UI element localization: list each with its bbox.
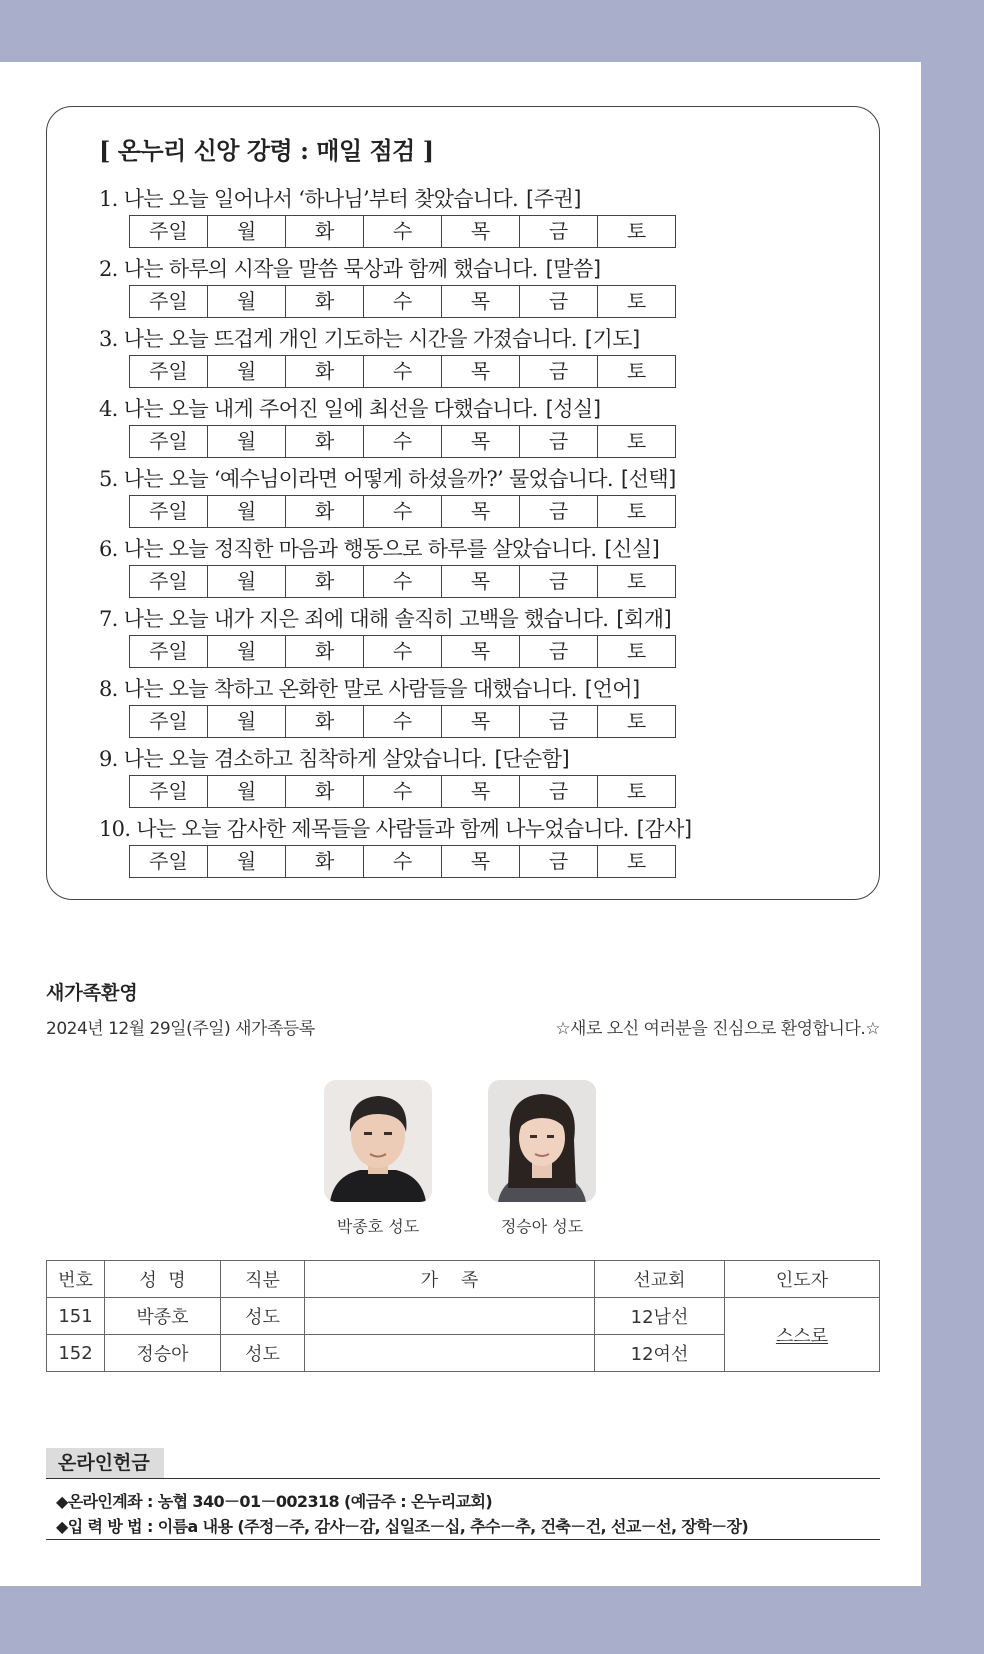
- weekday-cell[interactable]: 주일: [149, 639, 188, 663]
- weekday-cell[interactable]: 주일: [149, 569, 188, 593]
- statement-tag: [주권]: [526, 187, 581, 211]
- weekday-cell[interactable]: 주일: [149, 359, 188, 383]
- checklist-item: [99, 465, 859, 535]
- welcome-title: 새가족환영: [46, 982, 138, 1004]
- weekday-cell[interactable]: 화: [285, 356, 363, 387]
- checklist-item: [99, 675, 859, 745]
- table-header: 직분: [221, 1261, 305, 1298]
- checklist-statement: [99, 255, 859, 283]
- statement-text: 1. 나는 오늘 일어나서 ‘하나님’부터 찾았습니다.: [99, 187, 518, 211]
- table-header: 선교회: [595, 1261, 725, 1298]
- weekday-checkboxes: [129, 215, 676, 248]
- statement-tag: [말씀]: [545, 257, 601, 281]
- daily-checklist-panel: [46, 106, 880, 900]
- weekday-checkboxes: [129, 355, 676, 388]
- statement-text: 5. 나는 오늘 ‘예수님이라면 어떻게 하셨을까?’ 물었습니다.: [99, 467, 613, 491]
- weekday-cell[interactable]: 목: [441, 846, 519, 877]
- weekday-cell[interactable]: 토: [597, 356, 675, 387]
- weekday-cell[interactable]: 월: [207, 286, 285, 317]
- table-header: 가 족: [305, 1261, 595, 1298]
- weekday-cell[interactable]: 화: [285, 496, 363, 527]
- welcome-message: ☆새로 오신 여러분을 진심으로 환영합니다.☆: [555, 1019, 880, 1039]
- weekday-cell[interactable]: 주일: [149, 709, 188, 733]
- table-header: 성 명: [105, 1261, 221, 1298]
- weekday-cell[interactable]: 금: [519, 776, 597, 807]
- weekday-cell[interactable]: 토: [597, 636, 675, 667]
- cell-role: 성도: [221, 1298, 305, 1335]
- checklist-statement: [99, 325, 859, 353]
- table-header: 인도자: [725, 1261, 880, 1298]
- weekday-cell[interactable]: 토: [597, 496, 675, 527]
- statement-tag: [성실]: [545, 397, 601, 421]
- weekday-cell[interactable]: 월: [207, 426, 285, 457]
- statement-text: 9. 나는 오늘 겸소하고 침착하게 살았습니다.: [99, 747, 487, 771]
- statement-tag: [감사]: [636, 817, 692, 841]
- weekday-cell[interactable]: 수: [363, 496, 441, 527]
- weekday-cell[interactable]: 월: [207, 216, 285, 247]
- photo-caption-2: 정승아 성도: [500, 1217, 584, 1236]
- weekday-cell[interactable]: 수: [363, 566, 441, 597]
- weekday-cell[interactable]: 월: [207, 356, 285, 387]
- weekday-cell[interactable]: 수: [363, 776, 441, 807]
- checklist-item: [99, 745, 859, 815]
- weekday-checkboxes: [129, 495, 676, 528]
- statement-text: 3. 나는 오늘 뜨겁게 개인 기도하는 시간을 가졌습니다.: [99, 327, 577, 351]
- weekday-cell[interactable]: 수: [363, 426, 441, 457]
- weekday-cell[interactable]: 수: [363, 706, 441, 737]
- weekday-cell[interactable]: 주일: [149, 289, 188, 313]
- checklist-item: [99, 325, 859, 395]
- weekday-cell[interactable]: 토: [597, 846, 675, 877]
- divider: [46, 1539, 880, 1540]
- weekday-cell[interactable]: 화: [285, 426, 363, 457]
- offering-title: 온라인헌금: [46, 1448, 164, 1478]
- table-row: [47, 1298, 880, 1335]
- bulletin-page: [0, 62, 921, 1586]
- weekday-cell[interactable]: 수: [363, 846, 441, 877]
- checklist-items: [99, 185, 859, 885]
- weekday-cell[interactable]: 화: [285, 636, 363, 667]
- weekday-cell[interactable]: 토: [597, 216, 675, 247]
- weekday-cell[interactable]: 금: [519, 286, 597, 317]
- member-photo-2: [488, 1080, 596, 1202]
- weekday-checkboxes: [129, 845, 676, 878]
- cell-name: 박종호: [105, 1298, 221, 1335]
- checklist-item: [99, 185, 859, 255]
- checklist-statement: [99, 605, 859, 633]
- guide-text: 스스로: [775, 1325, 829, 1347]
- weekday-checkboxes: [129, 635, 676, 668]
- statement-text: 6. 나는 오늘 정직한 마음과 행동으로 하루를 살았습니다.: [99, 537, 597, 561]
- cell-name: 정승아: [105, 1335, 221, 1372]
- checklist-statement: [99, 465, 859, 493]
- weekday-checkboxes: [129, 425, 676, 458]
- statement-text: 2. 나는 하루의 시작을 말씀 묵상과 함께 했습니다.: [99, 257, 538, 281]
- weekday-cell[interactable]: 금: [519, 216, 597, 247]
- weekday-cell[interactable]: 금: [519, 426, 597, 457]
- offering-account: ◆온라인계좌 : 농협 340－01－002318 (예금주 : 온누리교회): [56, 1492, 493, 1511]
- weekday-cell[interactable]: 토: [597, 566, 675, 597]
- checklist-statement: [99, 535, 859, 563]
- checklist-item: [99, 255, 859, 325]
- cell-role: 성도: [221, 1335, 305, 1372]
- checklist-item: [99, 605, 859, 675]
- weekday-cell[interactable]: 화: [285, 286, 363, 317]
- weekday-cell[interactable]: 주일: [149, 219, 188, 243]
- weekday-cell[interactable]: 목: [441, 496, 519, 527]
- weekday-cell[interactable]: 금: [519, 566, 597, 597]
- weekday-cell[interactable]: 월: [207, 496, 285, 527]
- weekday-cell[interactable]: 화: [285, 216, 363, 247]
- weekday-cell[interactable]: 주일: [149, 849, 188, 873]
- weekday-cell[interactable]: 월: [207, 566, 285, 597]
- weekday-cell[interactable]: 화: [285, 846, 363, 877]
- weekday-cell[interactable]: 수: [363, 356, 441, 387]
- new-members-table: [46, 1260, 880, 1372]
- statement-tag: [선택]: [620, 467, 676, 491]
- cell-mission: 12남선: [595, 1298, 725, 1335]
- offering-method: ◆입 력 방 법 : 이름a 내용 (주정－주, 감사－감, 십일조－십, 추수－추, 건축－건, 선교－선, 장학－장): [56, 1517, 749, 1536]
- weekday-cell[interactable]: 토: [597, 426, 675, 457]
- weekday-checkboxes: [129, 705, 676, 738]
- checklist-statement: [99, 395, 859, 423]
- weekday-cell[interactable]: 월: [207, 636, 285, 667]
- checklist-title: [ 온누리 신앙 강령 : 매일 점검 ]: [99, 136, 434, 165]
- weekday-cell[interactable]: 토: [597, 286, 675, 317]
- weekday-cell[interactable]: 목: [441, 216, 519, 247]
- weekday-cell[interactable]: 목: [441, 426, 519, 457]
- divider: [46, 1478, 880, 1479]
- checklist-statement: [99, 815, 859, 843]
- photo-caption-1: 박종호 성도: [336, 1217, 420, 1236]
- table-header-row: [47, 1261, 880, 1298]
- checklist-statement: [99, 675, 859, 703]
- checklist-item: [99, 395, 859, 465]
- weekday-cell[interactable]: 토: [597, 776, 675, 807]
- weekday-cell[interactable]: 금: [519, 846, 597, 877]
- weekday-checkboxes: [129, 775, 676, 808]
- weekday-cell[interactable]: 목: [441, 356, 519, 387]
- weekday-cell[interactable]: 월: [207, 776, 285, 807]
- checklist-statement: [99, 185, 859, 213]
- weekday-cell[interactable]: 수: [363, 636, 441, 667]
- weekday-cell[interactable]: 금: [519, 356, 597, 387]
- weekday-cell[interactable]: 금: [519, 636, 597, 667]
- weekday-cell[interactable]: 금: [519, 706, 597, 737]
- welcome-date: 2024년 12월 29일(주일) 새가족등록: [46, 1019, 315, 1039]
- statement-tag: [기도]: [584, 327, 640, 351]
- cell-number: 152: [47, 1335, 105, 1372]
- statement-tag: [언어]: [584, 677, 640, 701]
- statement-tag: [신실]: [604, 537, 660, 561]
- weekday-cell[interactable]: 수: [363, 216, 441, 247]
- statement-tag: [회개]: [616, 607, 672, 631]
- table-header: 번호: [47, 1261, 105, 1298]
- cell-family: [305, 1335, 595, 1372]
- cell-mission: 12여선: [595, 1335, 725, 1372]
- cell-number: 151: [47, 1298, 105, 1335]
- statement-text: 10. 나는 오늘 감사한 제목들을 사람들과 함께 나누었습니다.: [99, 817, 629, 841]
- weekday-cell[interactable]: 월: [207, 706, 285, 737]
- weekday-cell[interactable]: 월: [207, 846, 285, 877]
- weekday-cell[interactable]: 목: [441, 636, 519, 667]
- weekday-cell[interactable]: 화: [285, 566, 363, 597]
- weekday-cell[interactable]: 화: [285, 706, 363, 737]
- weekday-cell[interactable]: 목: [441, 566, 519, 597]
- statement-tag: [단순함]: [494, 747, 570, 771]
- weekday-cell[interactable]: 화: [285, 776, 363, 807]
- checklist-item: [99, 535, 859, 605]
- weekday-cell[interactable]: 금: [519, 496, 597, 527]
- weekday-cell[interactable]: 목: [441, 286, 519, 317]
- checklist-item: [99, 815, 859, 885]
- statement-text: 4. 나는 오늘 내게 주어진 일에 최선을 다했습니다.: [99, 397, 538, 421]
- weekday-cell[interactable]: 주일: [149, 499, 188, 523]
- cell-guide: [725, 1298, 880, 1372]
- weekday-checkboxes: [129, 285, 676, 318]
- statement-text: 8. 나는 오늘 착하고 온화한 말로 사람들을 대했습니다.: [99, 677, 577, 701]
- weekday-cell[interactable]: 목: [441, 706, 519, 737]
- weekday-cell[interactable]: 주일: [149, 429, 188, 453]
- statement-text: 7. 나는 오늘 내가 지은 죄에 대해 솔직히 고백을 했습니다.: [99, 607, 609, 631]
- checklist-statement: [99, 745, 859, 773]
- weekday-cell[interactable]: 토: [597, 706, 675, 737]
- weekday-cell[interactable]: 주일: [149, 779, 188, 803]
- weekday-checkboxes: [129, 565, 676, 598]
- member-photo-1: [324, 1080, 432, 1202]
- weekday-cell[interactable]: 목: [441, 776, 519, 807]
- weekday-cell[interactable]: 수: [363, 286, 441, 317]
- cell-family: [305, 1298, 595, 1335]
